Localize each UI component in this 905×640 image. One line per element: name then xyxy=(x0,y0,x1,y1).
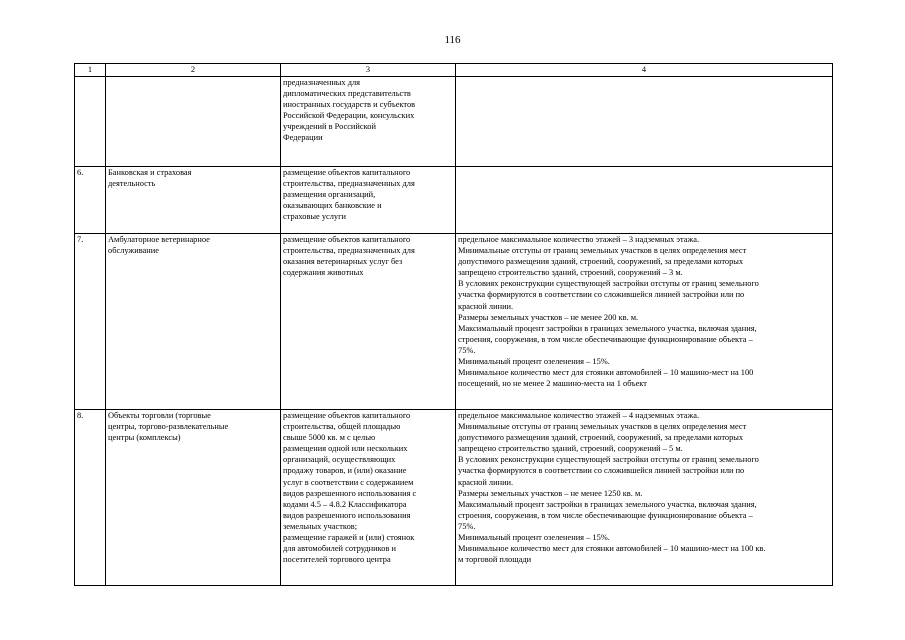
cell-text-line: Размеры земельных участков – не менее 200 кв. м. xyxy=(458,312,639,322)
cell-text-line: Российской Федерации, консульских xyxy=(283,111,415,121)
regulations-table xyxy=(74,63,833,586)
row-number xyxy=(75,77,106,167)
cell-text-line: 75%. xyxy=(458,345,476,355)
cell-text-line: центры, торгово-развлекательные xyxy=(108,422,229,432)
cell-text-line: В условиях реконструкции существующей застройки отступы от границ земельного xyxy=(458,279,759,289)
cell-text-line: предельное максимальное количество этажей – 4 надземных этажа. xyxy=(458,411,700,420)
cell-text-line: допустимого размещения зданий, строений, сооружений, за пределами которых xyxy=(458,257,744,267)
cell-text-line: посещений, но не менее 2 машино-места на 1 объект xyxy=(458,379,647,389)
cell-text-line: допустимого размещения зданий, строений, сооружений, за пределами которых xyxy=(458,433,744,443)
use-name-cell xyxy=(106,410,281,586)
cell-text-line: Минимальные отступы от границ земельных участков в целях определения мест xyxy=(458,246,747,256)
table-row xyxy=(75,234,833,410)
use-name-cell xyxy=(106,167,281,234)
cell-text-line: Амбулаторное ветеринарное xyxy=(108,235,210,244)
cell-text-line: организаций, осуществляющих xyxy=(283,455,396,465)
cell-text-line: размещения одной или нескольких xyxy=(283,444,408,454)
cell-text-line: строительства, общей площадью xyxy=(283,422,401,432)
cell-text-line: земельных участков; xyxy=(283,521,358,531)
cell-text-line: строительства, предназначенных для xyxy=(283,246,415,256)
cell-text-line: услуг в соответствии с содержанием xyxy=(283,477,414,487)
table-row xyxy=(75,77,833,167)
cell-text-line: продажу товаров, и (или) оказание xyxy=(283,466,407,476)
cell-text-line: размещение объектов капитального xyxy=(283,235,411,244)
cell-text-line: страховые услуги xyxy=(283,212,347,222)
cell-text-line: Минимальное количество мест для стоянки автомобилей – 10 машино-мест на 100 xyxy=(458,368,754,378)
cell-text-line: размещения организаций, xyxy=(283,190,376,200)
cell-text-line: размещение гаражей и (или) стоянок xyxy=(283,533,415,543)
cell-text-line: строительства, предназначенных для xyxy=(283,179,415,189)
cell-text-line: Минимальное количество мест для стоянки автомобилей – 10 машино-мест на 100 кв. xyxy=(458,544,766,554)
use-description-cell xyxy=(281,77,456,167)
cell-text-line: иностранных государств и субъектов xyxy=(283,100,416,110)
cell-text-line: видов разрешенного использования xyxy=(283,510,411,520)
cell-text-line: Федерации xyxy=(283,133,323,143)
table-row xyxy=(75,167,833,234)
column-header-3: 3 xyxy=(281,64,456,77)
column-header-2: 2 xyxy=(106,64,281,77)
column-header-4: 4 xyxy=(456,64,833,77)
cell-text-line: центры (комплексы) xyxy=(108,433,181,443)
cell-text-line: содержания животных xyxy=(283,268,364,278)
cell-text-line: Банковская и страховая xyxy=(108,168,192,177)
cell-text-line: м торговой площади xyxy=(458,555,532,565)
use-name-cell xyxy=(106,234,281,410)
cell-text-line: Минимальные отступы от границ земельных участков в целях определения мест xyxy=(458,422,747,432)
cell-text-line: посетителей торгового центра xyxy=(283,555,391,565)
parameters-cell xyxy=(456,234,833,410)
cell-text-line: деятельность xyxy=(108,179,156,189)
cell-text-line: участка формируются в соответствии со сложившейся линией застройки или по xyxy=(458,466,745,476)
cell-text-line: для автомобилей сотрудников и xyxy=(283,544,397,554)
cell-text-line: Максимальный процент застройки в границах земельного участка, включая здания, xyxy=(458,323,757,333)
cell-text-line: Объекты торговли (торговые xyxy=(108,411,211,420)
cell-text-line: участка формируются в соответствии со сложившейся линией застройки или по xyxy=(458,290,745,300)
use-description-cell xyxy=(281,167,456,234)
cell-text-line: предельное максимальное количество этажей – 3 надземных этажа. xyxy=(458,235,700,244)
cell-text-line: кодами 4.5 – 4.8.2 Классификатора xyxy=(283,499,407,509)
cell-text-line: размещение объектов капитального xyxy=(283,168,411,177)
cell-text-line: запрещено строительство зданий, строений, сооружений – 5 м. xyxy=(458,444,683,454)
cell-text-line: строения, сооружения, в том числе обеспечивающие функционирование объекта – xyxy=(458,510,753,520)
cell-text-line: строения, сооружения, в том числе обеспечивающие функционирование объекта – xyxy=(458,334,753,344)
row-number: 8. xyxy=(75,410,106,586)
row-number: 7. xyxy=(75,234,106,410)
cell-text-line: оказания ветеринарных услуг без xyxy=(283,257,403,267)
cell-text-line: дипломатических представительств xyxy=(283,89,411,99)
table-header-row xyxy=(75,64,833,77)
row-number: 6. xyxy=(75,167,106,234)
column-header-1: 1 xyxy=(75,64,106,77)
cell-text-line: свыше 5000 кв. м с целью xyxy=(283,433,376,443)
parameters-cell xyxy=(456,410,833,586)
cell-text-line: Размеры земельных участков – не менее 1250 кв. м. xyxy=(458,488,643,498)
cell-text-line: красной линии. xyxy=(458,301,514,311)
cell-text-line: 75%. xyxy=(458,521,476,531)
cell-text-line: учреждений в Российской xyxy=(283,122,376,132)
parameters-cell xyxy=(456,167,833,234)
cell-text-line: запрещено строительство зданий, строений, сооружений – 3 м. xyxy=(458,268,683,278)
cell-text-line: видов разрешенного использования с xyxy=(283,488,417,498)
cell-text-line: оказывающих банковские и xyxy=(283,201,382,211)
use-name-cell xyxy=(106,77,281,167)
cell-text-line: Минимальный процент озеленения – 15%. xyxy=(458,357,610,367)
cell-text-line: красной линии. xyxy=(458,477,514,487)
table-row xyxy=(75,410,833,586)
cell-text-line: Максимальный процент застройки в границах земельного участка, включая здания, xyxy=(458,499,757,509)
use-description-cell xyxy=(281,410,456,586)
cell-text-line: обслуживание xyxy=(108,246,159,256)
use-description-cell xyxy=(281,234,456,410)
cell-text-line: размещение объектов капитального xyxy=(283,411,411,420)
parameters-cell xyxy=(456,77,833,167)
page-number: 116 xyxy=(444,34,461,46)
cell-text-line: Минимальный процент озеленения – 15%. xyxy=(458,533,610,543)
cell-text-line: В условиях реконструкции существующей застройки отступы от границ земельного xyxy=(458,455,759,465)
cell-text-line: предназначенных для xyxy=(283,78,361,87)
